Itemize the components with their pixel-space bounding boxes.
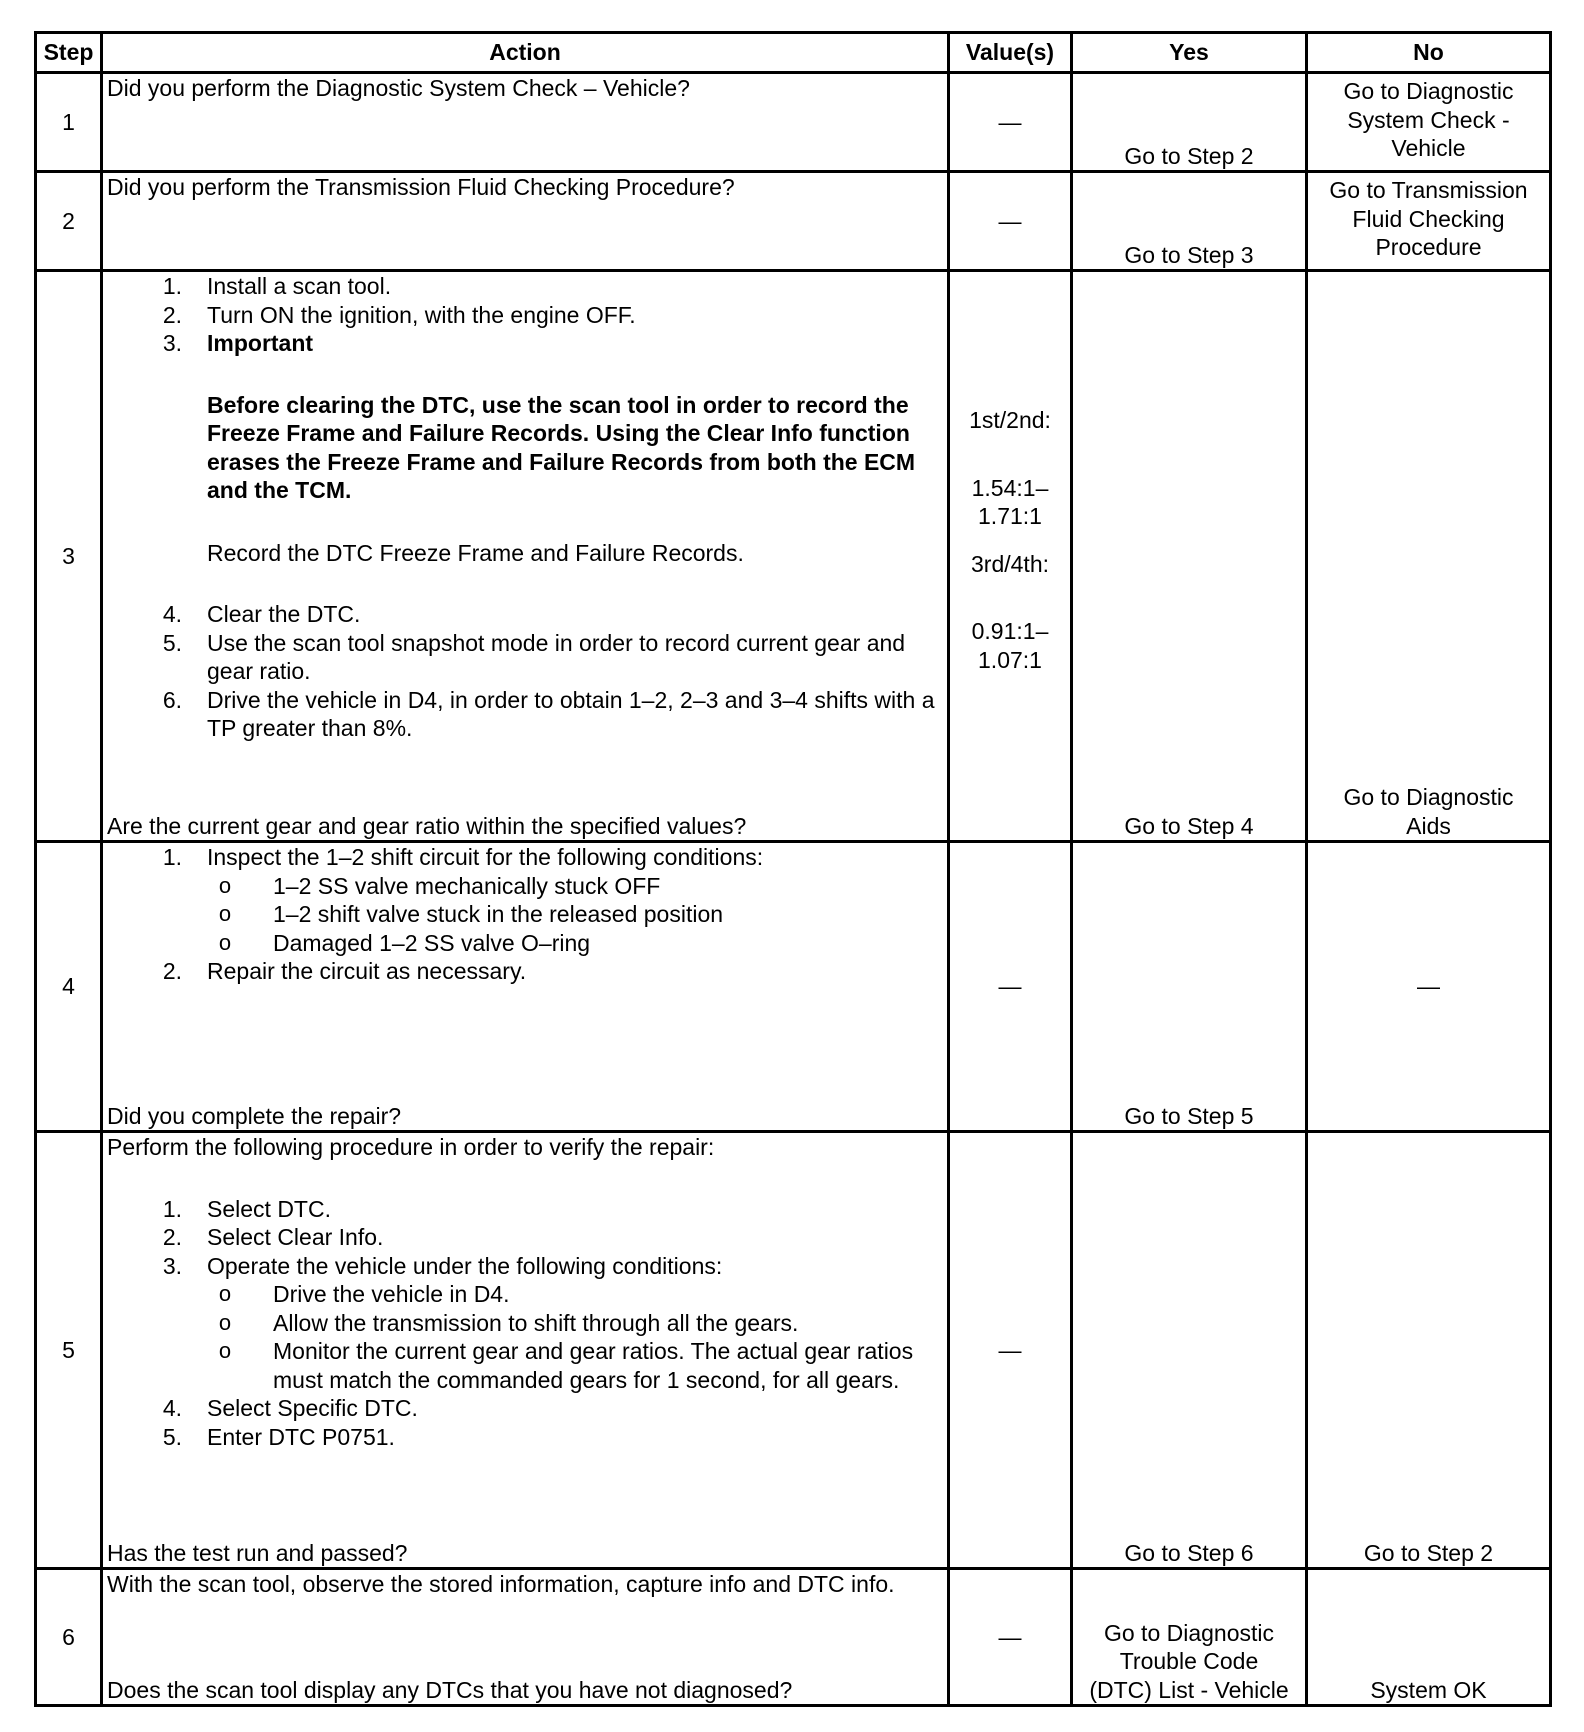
question-text: Has the test run and passed? <box>107 1539 408 1566</box>
action-cell <box>102 271 949 842</box>
list-item <box>107 1252 943 1281</box>
item-number: 5. <box>162 1423 182 1450</box>
value-range: 1.07:1 <box>978 646 1042 673</box>
action-cell <box>102 1569 949 1706</box>
no-line: Vehicle <box>1391 135 1466 161</box>
item-text: Select Specific DTC. <box>207 1395 418 1421</box>
bullet-text: 1–2 SS valve mechanically stuck OFF <box>273 872 661 899</box>
item-number: 3. <box>162 1252 182 1279</box>
item-number: 4. <box>162 601 182 627</box>
bullet-item <box>107 1280 943 1309</box>
table-row-step-3 <box>36 271 1551 842</box>
header-step: Step <box>36 33 102 73</box>
item-number: 1. <box>162 1195 182 1222</box>
item-number: 3. <box>162 330 182 356</box>
list-item <box>107 1223 943 1252</box>
bullet-item <box>107 1309 943 1338</box>
value-cell <box>949 271 1072 842</box>
list-item <box>107 272 943 301</box>
step-number: 4 <box>36 842 102 1132</box>
list-item <box>107 301 943 330</box>
item-text: Clear the DTC. <box>207 601 361 627</box>
table-row-step-4 <box>36 842 1551 1132</box>
header-values: Value(s) <box>949 33 1072 73</box>
no-line: Go to Diagnostic <box>1343 78 1514 104</box>
important-block <box>107 391 943 505</box>
step-number: 1 <box>36 73 102 172</box>
action-cell <box>102 73 949 172</box>
bullet-icon: o <box>218 1281 232 1306</box>
no-cell: Go to Step 2 <box>1307 1132 1551 1569</box>
item-number: 6. <box>162 686 182 713</box>
important-heading: Important <box>207 330 314 356</box>
question-text: Does the scan tool display any DTCs that you have not diagnosed? <box>107 1676 793 1703</box>
no-line: Fluid Checking <box>1352 205 1505 232</box>
yes-cell: Go to Step 4 <box>1072 271 1307 842</box>
item-number: 1. <box>162 844 182 870</box>
diagnostic-table <box>34 31 1552 1707</box>
step-number: 3 <box>36 271 102 842</box>
table-row-step-2 <box>36 172 1551 271</box>
yes-cell: Go to Step 6 <box>1072 1132 1307 1569</box>
bullet-icon: o <box>218 901 232 926</box>
no-line: System Check - <box>1347 106 1510 133</box>
important-note: Before clearing the DTC, use the scan tool in order to record the Freeze Frame and Failure Records. Using the Clear Info function erases the Freeze Frame and Failure Records from both the ECM and the TCM. <box>207 391 916 503</box>
yes-cell: Go to Step 5 <box>1072 842 1307 1132</box>
item-text: Repair the circuit as necessary. <box>207 958 527 984</box>
table-row-step-6 <box>36 1569 1551 1706</box>
yes-line: Go to Diagnostic <box>1103 1619 1275 1646</box>
item-text: Inspect the 1–2 shift circuit for the following conditions: <box>207 844 764 870</box>
bullet-text: 1–2 shift valve stuck in the released position <box>273 901 724 927</box>
list-item <box>107 1195 943 1224</box>
no-cell: System OK <box>1307 1569 1551 1706</box>
item-text: Drive the vehicle in D4, in order to obtain 1–2, 2–3 and 3–4 shifts with a TP greater than 8%. <box>207 686 935 741</box>
step-number: 6 <box>36 1569 102 1706</box>
question-text: Did you perform the Transmission Fluid Checking Procedure? <box>107 174 735 200</box>
no-line: Aids <box>1406 812 1451 839</box>
list-item <box>107 629 943 686</box>
yes-line: (DTC) List - Vehicle <box>1089 1676 1289 1703</box>
no-cell <box>1307 172 1551 271</box>
value-range: 0.91:1– <box>971 618 1049 644</box>
value-label: 1st/2nd: <box>969 407 1051 433</box>
value-cell: — <box>949 73 1072 172</box>
value-range: 1.71:1 <box>978 503 1042 529</box>
table-row-step-1 <box>36 73 1551 172</box>
list-item <box>107 1423 943 1452</box>
item-number: 4. <box>162 1395 182 1421</box>
bullet-text: Drive the vehicle in D4. <box>273 1281 510 1307</box>
item-number: 2. <box>162 301 182 328</box>
bullet-text: Monitor the current gear and gear ratios. The actual gear ratios must match the commanded gears for 1 second, for all gears. <box>273 1338 914 1393</box>
bullet-item <box>107 929 943 958</box>
header-yes: Yes <box>1072 33 1307 73</box>
no-cell <box>1307 271 1551 842</box>
item-text: Turn ON the ignition, with the engine OFF. <box>207 301 636 328</box>
yes-line: Trouble Code <box>1119 1648 1259 1674</box>
value-range: 1.54:1– <box>971 474 1049 501</box>
bullet-icon: o <box>218 872 232 898</box>
bullet-text: Allow the transmission to shift through all the gears. <box>273 1309 799 1336</box>
record-note: Record the DTC Freeze Frame and Failure Records. <box>207 539 744 566</box>
yes-cell <box>1072 1569 1307 1706</box>
bullet-item <box>107 872 943 901</box>
item-text: Use the scan tool snapshot mode in order to record current gear and gear ratio. <box>207 629 906 684</box>
item-number: 1. <box>162 273 182 299</box>
table-row-step-5 <box>36 1132 1551 1569</box>
value-cell: — <box>949 172 1072 271</box>
item-text: Select Clear Info. <box>207 1224 384 1250</box>
no-cell <box>1307 73 1551 172</box>
no-cell: — <box>1307 842 1551 1132</box>
action-cell <box>102 172 949 271</box>
list-item <box>107 1394 943 1423</box>
action-cell <box>102 842 949 1132</box>
item-number: 2. <box>162 1224 182 1250</box>
yes-cell: Go to Step 3 <box>1072 172 1307 271</box>
item-text: Install a scan tool. <box>207 273 392 299</box>
item-text: Enter DTC P0751. <box>207 1423 395 1450</box>
question-text: Did you complete the repair? <box>107 1102 402 1129</box>
item-number: 5. <box>162 629 182 656</box>
no-line: Go to Diagnostic <box>1343 784 1514 810</box>
bullet-icon: o <box>218 929 232 955</box>
question-text: Are the current gear and gear ratio within the specified values? <box>107 812 747 839</box>
value-cell: — <box>949 842 1072 1132</box>
bullet-icon: o <box>218 1338 232 1363</box>
list-item <box>107 329 943 358</box>
step-number: 5 <box>36 1132 102 1569</box>
item-number: 2. <box>162 958 182 984</box>
list-item <box>107 843 943 872</box>
action-cell <box>102 1132 949 1569</box>
yes-cell: Go to Step 2 <box>1072 73 1307 172</box>
bullet-item <box>107 900 943 929</box>
bullet-icon: o <box>218 1309 232 1335</box>
value-label: 3rd/4th: <box>971 550 1049 577</box>
no-line: Go to Transmission <box>1329 177 1528 203</box>
step-number: 2 <box>36 172 102 271</box>
bullet-text: Damaged 1–2 SS valve O–ring <box>273 929 591 956</box>
list-item <box>107 600 943 629</box>
list-item <box>107 957 943 986</box>
intro-text: With the scan tool, observe the stored information, capture info and DTC info. <box>107 1571 895 1597</box>
header-action: Action <box>102 33 949 73</box>
item-text: Operate the vehicle under the following conditions: <box>207 1252 723 1279</box>
value-cell: — <box>949 1132 1072 1569</box>
record-block <box>107 539 943 568</box>
question-text: Did you perform the Diagnostic System Check – Vehicle? <box>107 75 690 101</box>
item-text: Select DTC. <box>207 1195 331 1222</box>
list-item <box>107 686 943 743</box>
header-no: No <box>1307 33 1551 73</box>
header-row <box>36 33 1551 73</box>
no-line: Procedure <box>1375 234 1482 260</box>
intro-text: Perform the following procedure in order to verify the repair: <box>107 1134 715 1160</box>
bullet-item <box>107 1337 943 1394</box>
value-cell: — <box>949 1569 1072 1706</box>
